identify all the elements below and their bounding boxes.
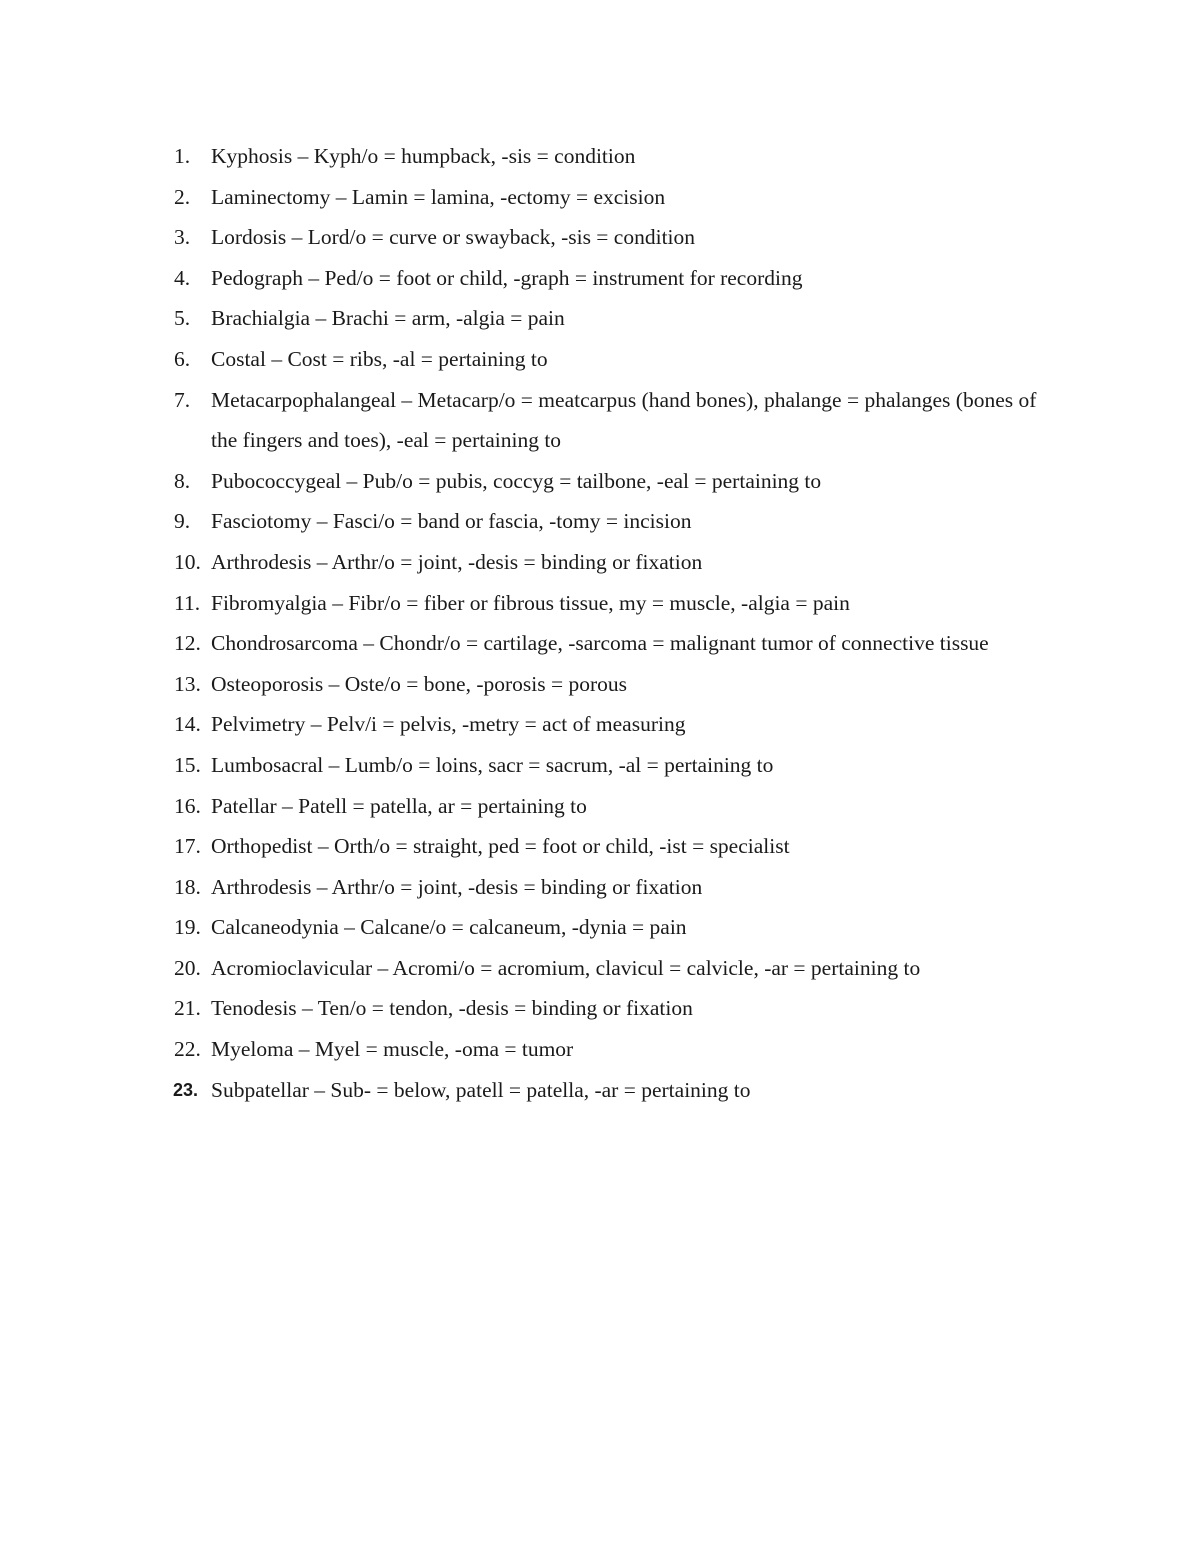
list-item: [0, 704, 1041, 745]
item-number: 12.: [174, 631, 201, 656]
list-item: [0, 177, 1041, 218]
list-item: [0, 380, 1041, 461]
item-number: 1.: [174, 144, 191, 168]
list-item: [0, 623, 1041, 664]
item-text: Fasciotomy – Fasci/o = band or fascia, -tomy = incision: [211, 509, 692, 534]
list-item: [0, 339, 1041, 380]
item-number: 20.: [174, 955, 201, 980]
list-item: [0, 1070, 1041, 1111]
item-text: Pubococcygeal – Pub/o = pubis, coccyg = tailbone, -eal = pertaining to: [211, 468, 822, 493]
item-number: 18.: [174, 874, 201, 899]
list-item: [0, 745, 1041, 786]
item-number: 8.: [174, 468, 191, 493]
item-number: 16.: [174, 793, 201, 818]
list-item: [0, 786, 1041, 827]
item-text: Osteoporosis – Oste/o = bone, -porosis = porous: [211, 671, 628, 696]
item-text: Myeloma – Myel = muscle, -oma = tumor: [211, 1037, 574, 1062]
item-number: 17.: [174, 834, 201, 859]
item-text: Arthrodesis – Arthr/o = joint, -desis = binding or fixation: [211, 549, 703, 574]
item-number: 3.: [174, 225, 191, 250]
item-text: Chondrosarcoma – Chondr/o = cartilage, -sarcoma = malignant tumor of connective tissue: [211, 631, 989, 656]
list-item: [0, 867, 1041, 908]
item-text: Tenodesis – Ten/o = tendon, -desis = binding or fixation: [211, 996, 693, 1021]
item-number: 10.: [174, 549, 201, 574]
list-item: [0, 501, 1041, 542]
item-text: Metacarpophalangeal – Metacarp/o = meatcarpus (hand bones), phalange = phalanges (bones of the fingers and toes), -eal = pertaining to: [211, 387, 1037, 453]
item-number: 7.: [174, 387, 191, 412]
list-item: [0, 542, 1041, 583]
item-text: Subpatellar – Sub- = below, patell = patella, -ar = pertaining to: [211, 1077, 751, 1102]
list-item: [0, 217, 1041, 258]
item-text: Patellar – Patell = patella, ar = pertaining to: [211, 793, 587, 818]
item-text: Pelvimetry – Pelv/i = pelvis, -metry = act of measuring: [211, 712, 686, 737]
term-list: [0, 136, 1200, 1110]
list-item: [0, 136, 1041, 177]
item-number: 23.: [173, 1079, 199, 1100]
item-number: 21.: [174, 996, 201, 1021]
list-item: [0, 988, 1041, 1029]
list-item: [0, 298, 1041, 339]
item-number: 22.: [174, 1037, 201, 1062]
item-number: 2.: [174, 184, 191, 209]
item-text: Costal – Cost = ribs, -al = pertaining to: [211, 346, 548, 371]
list-item: [0, 948, 1041, 989]
list-item: [0, 461, 1041, 502]
item-text: Kyphosis – Kyph/o = humpback, -sis = condition: [211, 144, 636, 168]
item-text: Lordosis – Lord/o = curve or swayback, -sis = condition: [211, 225, 696, 250]
item-number: 5.: [174, 306, 191, 331]
item-text: Acromioclavicular – Acromi/o = acromium, clavicul = calvicle, -ar = pertaining to: [211, 955, 921, 980]
item-number: 14.: [174, 712, 201, 737]
item-number: 15.: [174, 752, 201, 777]
item-text: Calcaneodynia – Calcane/o = calcaneum, -dynia = pain: [211, 915, 687, 940]
list-item: [0, 583, 1041, 624]
item-number: 13.: [174, 671, 201, 696]
item-number: 4.: [174, 265, 191, 290]
item-text: Laminectomy – Lamin = lamina, -ectomy = excision: [211, 184, 666, 209]
item-text: Orthopedist – Orth/o = straight, ped = foot or child, -ist = specialist: [211, 834, 790, 859]
list-item: [0, 258, 1041, 299]
item-number: 6.: [174, 346, 191, 371]
item-number: 11.: [174, 590, 201, 615]
list-item: [0, 1029, 1041, 1070]
item-number: 19.: [174, 915, 201, 940]
item-text: Pedograph – Ped/o = foot or child, -graph = instrument for recording: [211, 265, 803, 290]
item-number: 9.: [174, 509, 191, 534]
list-item: [0, 826, 1041, 867]
item-text: Brachialgia – Brachi = arm, -algia = pain: [211, 306, 565, 331]
item-text: Arthrodesis – Arthr/o = joint, -desis = binding or fixation: [211, 874, 703, 899]
item-text: Fibromyalgia – Fibr/o = fiber or fibrous tissue, my = muscle, -algia = pain: [211, 590, 850, 615]
list-item: [0, 907, 1041, 948]
list-item: [0, 664, 1041, 705]
item-text: Lumbosacral – Lumb/o = loins, sacr = sacrum, -al = pertaining to: [211, 752, 774, 777]
